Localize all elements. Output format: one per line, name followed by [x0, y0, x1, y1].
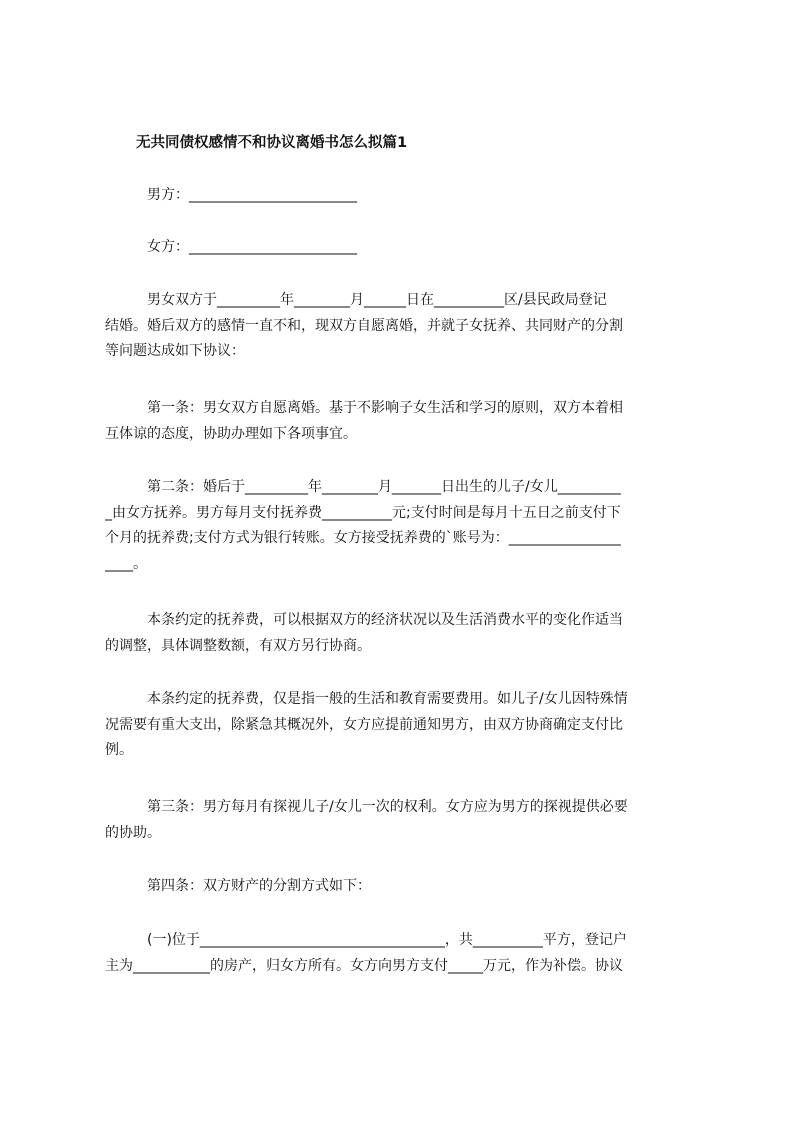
support-adjustment-paragraph — [105, 608, 701, 659]
paragraph-line: 等问题达成如下协议： — [105, 343, 245, 359]
paragraph-line: 第四条：双方财产的分割方式如下： — [147, 878, 371, 894]
article-one — [105, 396, 701, 447]
paragraph-line: 第三条：男方每月有探视儿子/女儿一次的权利。女方应为男方的探视提供必要 — [147, 799, 628, 815]
intro-paragraph — [105, 288, 701, 365]
paragraph-line: 男女双方于_________年________月______日在__________区/县民政局登记 — [147, 292, 607, 308]
male-party-line — [105, 183, 701, 209]
article-three — [105, 795, 701, 846]
paragraph-line: (一)位于___________________________________，共__________平方，登记户 — [147, 932, 627, 948]
male-party-text: 男方：________________________ — [147, 187, 357, 203]
paragraph-line: 况需要有重大支出，除紧急其概况外，女方应提前通知男方，由双方协商确定支付比 — [105, 716, 623, 733]
female-party-line — [105, 235, 701, 261]
article-four — [105, 874, 701, 900]
paragraph-line: ____。 — [105, 555, 147, 572]
support-scope-paragraph — [105, 687, 701, 764]
paragraph-line: 主为___________的房产，归女方所有。女方向男方支付_____万元，作为补偿。协议 — [105, 957, 623, 974]
paragraph-line: 结婚。婚后双方的感情一直不和，现双方自愿离婚，并就子女抚养、共同财产的分割 — [105, 317, 623, 334]
paragraph-line: 本条约定的抚养费，仅是指一般的生活和教育需要费用。如儿子/女儿因特殊情 — [147, 691, 628, 707]
paragraph-line: 例。 — [105, 742, 133, 758]
paragraph-line: 本条约定的抚养费，可以根据双方的经济状况以及生活消费水平的变化作适当 — [147, 612, 623, 628]
article-two — [105, 475, 701, 577]
female-party-text: 女方：________________________ — [147, 239, 357, 255]
document-title: 无共同债权感情不和协议离婚书怎么拟篇1 — [136, 135, 408, 151]
paragraph-line: 互体谅的态度，协助办理如下各项事宜。 — [105, 425, 357, 442]
paragraph-line: 的协助。 — [105, 824, 161, 841]
paragraph-line: 第一条：男女双方自愿离婚。基于不影响子女生活和学习的原则，双方本着相 — [147, 400, 623, 416]
paragraph-line: 第二条：婚后于_________年________月_______日出生的儿子/女儿_________ — [147, 479, 621, 495]
property-item-one — [105, 928, 701, 979]
paragraph-line: 的调整，具体调整数额，有双方另行协商。 — [105, 637, 371, 654]
paragraph-line: _由女方抚养。男方每月支付抚养费__________元;支付时间是每月十五日之前支付下 — [105, 504, 621, 521]
paragraph-line: 个月的抚养费;支付方式为银行转账。女方接受抚养费的`账号为：________________ — [105, 530, 621, 546]
